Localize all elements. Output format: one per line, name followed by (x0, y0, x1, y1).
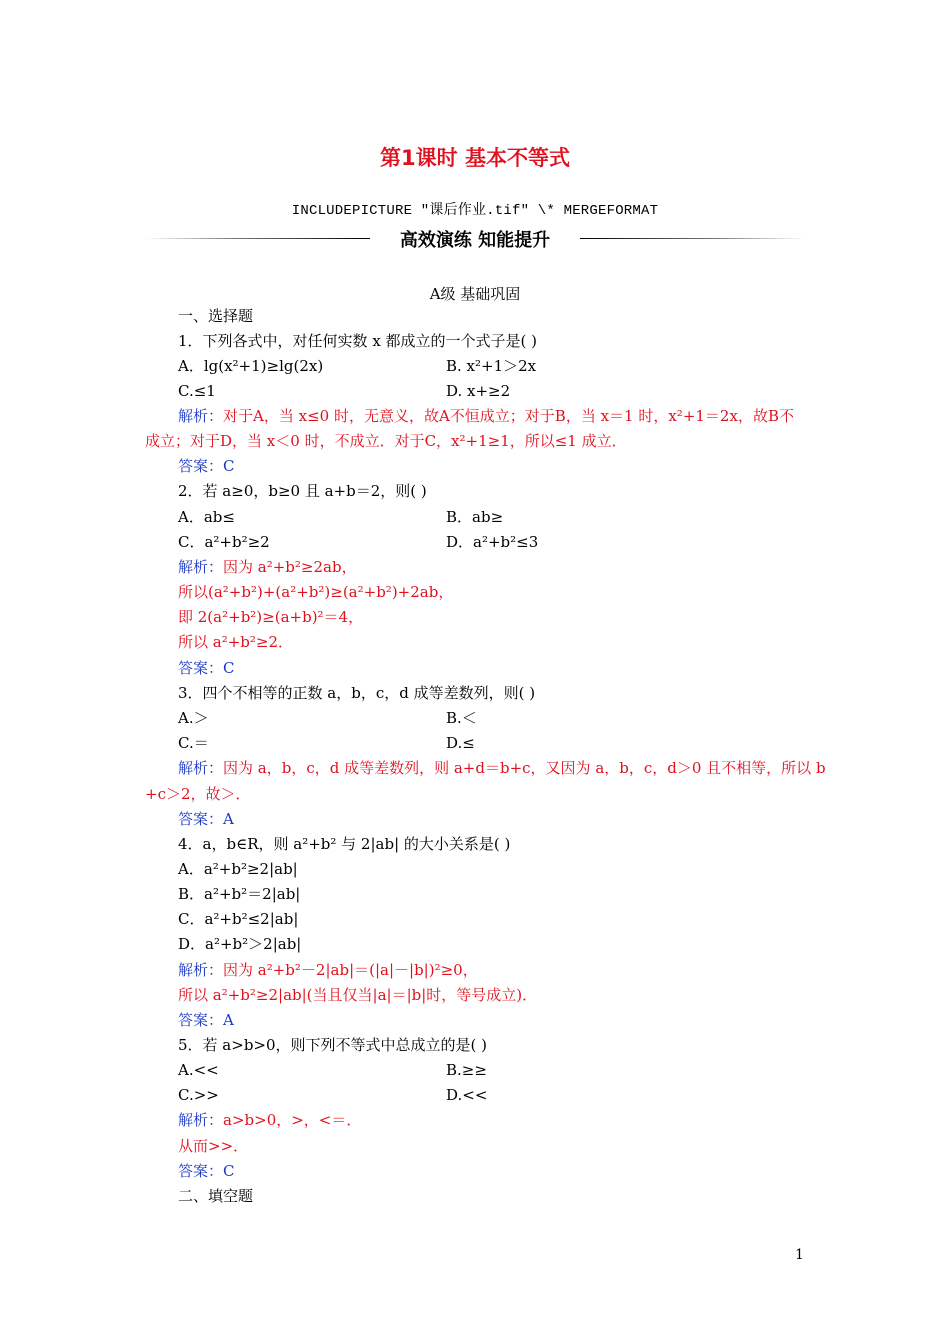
q5-option-d: D.<< (446, 1086, 488, 1104)
q5-analysis-label: 解析： (178, 1111, 224, 1129)
q5-answer: 答案：C (178, 1162, 235, 1180)
q5-analysis-line-1 (178, 1110, 361, 1130)
q2-option-c: C．a²+b²≥2 (178, 533, 270, 551)
q1-option-b: B. x²+1＞2x (446, 357, 537, 375)
q1-analysis-text-1: 对于A，当 x≤0 时，无意义，故A不恒成立；对于B，当 x＝1 时，x²+1＝2x，故B不 (223, 407, 794, 425)
q4-stem: 4．a，b∈R，则 a²+b² 与 2|ab| 的大小关系是( ) (178, 835, 511, 853)
q1-option-c: C.≤1 (178, 382, 216, 400)
banner-text: 高效演练 知能提升 (399, 230, 551, 251)
q4-answer: 答案：A (178, 1011, 234, 1029)
q3-option-a: A.＞ (178, 709, 209, 727)
q4-option-a: A．a²+b²≥2|ab| (178, 860, 298, 878)
q1-option-d: D. x+≥2 (446, 382, 511, 400)
q1-answer: 答案：C (178, 457, 235, 475)
q3-analysis-line-1 (178, 758, 826, 778)
page-number: 1 (795, 1247, 804, 1263)
q3-analysis-label: 解析： (178, 759, 224, 777)
q4-analysis-text-1: 因为 a²+b²－2|ab|＝(|a|－|b|)²≥0， (223, 961, 478, 979)
page-title: 第1课时 基本不等式 (380, 146, 570, 170)
q5-stem: 5．若 a>b>0，则下列不等式中总成立的是( ) (178, 1036, 488, 1054)
q5-option-c: C.>> (178, 1086, 219, 1104)
q2-analysis-line-2: 所以(a²+b²)+(a²+b²)≥(a²+b²)+2ab， (178, 583, 454, 601)
q3-option-d: D.≤ (446, 734, 475, 752)
q3-analysis-line-2: +c＞2，故＞． (145, 785, 251, 803)
q4-option-d: D．a²+b²＞2|ab| (178, 935, 302, 953)
q5-option-b: B.≥≥ (446, 1061, 487, 1079)
q2-analysis-label: 解析： (178, 558, 224, 576)
q4-option-c: C．a²+b²≤2|ab| (178, 910, 299, 928)
q1-stem: 1．下列各式中，对任何实数 x 都成立的一个式子是( ) (178, 332, 538, 350)
section-banner (145, 226, 805, 252)
q1-option-a: A．lg(x²+1)≥lg(2x) (178, 357, 324, 375)
q2-analysis-line-1 (178, 557, 357, 577)
q2-answer: 答案：C (178, 659, 235, 677)
q4-analysis-line-2: 所以 a²+b²≥2|ab|(当且仅当|a|＝|b|时，等号成立)． (178, 986, 538, 1004)
q2-stem: 2．若 a≥0，b≥0 且 a+b＝2，则( ) (178, 482, 427, 500)
q4-analysis-label: 解析： (178, 961, 224, 979)
q1-analysis-line-2: 成立；对于D，当 x＜0 时，不成立．对于C，x²+1≥1，所以≤1 成立． (145, 432, 627, 450)
q5-option-a: A.<< (178, 1061, 219, 1079)
q2-option-d: D．a²+b²≤3 (446, 533, 539, 551)
include-picture-field: INCLUDEPICTURE "课后作业.tif" \* MERGEFORMAT (291, 203, 659, 219)
q2-analysis-line-3: 即 2(a²+b²)≥(a+b)²＝4， (178, 608, 364, 626)
section-heading-fill: 二、填空题 (178, 1187, 254, 1205)
q2-analysis-line-4: 所以 a²+b²≥2． (178, 633, 294, 651)
level-heading: A级 基础巩固 (429, 285, 521, 303)
q1-analysis-label: 解析： (178, 407, 224, 425)
q3-option-b: B.＜ (446, 709, 477, 727)
q3-analysis-text-1: 因为 a，b，c，d 成等差数列，则 a+d＝b+c，又因为 a，b，c，d＞0 且不相等，所以 b (223, 759, 826, 777)
q2-option-a: A．ab≤ (178, 508, 235, 526)
q2-analysis-text-1: 因为 a²+b²≥2ab， (223, 558, 357, 576)
q4-option-b: B．a²+b²＝2|ab| (178, 885, 301, 903)
q3-stem: 3．四个不相等的正数 a，b，c，d 成等差数列，则( ) (178, 684, 536, 702)
q3-option-c: C.＝ (178, 734, 209, 752)
section-heading-choice: 一、选择题 (178, 307, 254, 325)
q2-option-b: B．ab≥ (446, 508, 504, 526)
q1-analysis-line-1 (178, 406, 794, 426)
q3-answer: 答案：A (178, 810, 234, 828)
q5-analysis-text-1: a>b>0，>，<＝． (223, 1111, 362, 1129)
q4-analysis-line-1 (178, 960, 478, 980)
q5-analysis-line-2: 从而>>． (178, 1137, 249, 1155)
